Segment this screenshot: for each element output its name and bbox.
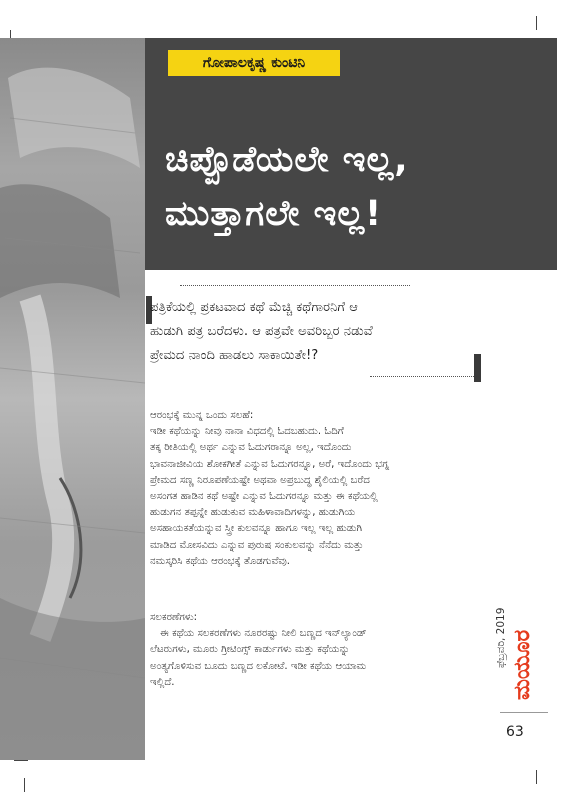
section-heading: ಸಲಕರಣೆಗಳು:: [150, 612, 198, 623]
pencil-sketch-illustration: [0, 38, 145, 760]
page-number: 63: [506, 724, 524, 740]
paragraph-line: ಅಂತ್ಯಗೊಳಿಸುವ ಬೂದು ಬಣ್ಣದ ಲಕೋಟೆ. ಇಡೀ ಕಥೆಯ ಆಯಾಮ: [150, 660, 367, 672]
intro-text: [150, 296, 465, 368]
section-materials: [150, 610, 480, 691]
intro-line: ಹುಡುಗಿ ಪತ್ರ ಬರೆದಳು. ಆ ಪತ್ರವೇ ಅವರಿಬ್ಬರ ನಡುವೆ: [150, 324, 373, 339]
paragraph-line: ಮಾಡಿದ ಮೋಸವಿದು ಎನ್ನುವ ಪುರುಷ ಸಂಕುಲವನ್ನು ನೆನೆದು ಮತ್ತು: [150, 539, 364, 551]
folio-rule: [500, 712, 548, 713]
paragraph-line: ಅಸಂಗತ ಹಾಡಿನ ಕಥೆ ಅಷ್ಟೇ ಎನ್ನುವ ಓದುಗರನ್ನೂ ಮತ್ತು ಈ ಕಥೆಯಲ್ಲಿ: [150, 491, 378, 503]
paragraph-line: ನಮಸ್ಕರಿಸಿ ಕಥೆಯ ಆರಂಭಕ್ಕೆ ತೊಡಗುವೆವು.: [150, 555, 290, 567]
intro-line: ಪತ್ರಿಕೆಯಲ್ಲಿ ಪ್ರಕಟವಾದ ಕಥೆ ಮೆಚ್ಚಿ ಕಥೆಗಾರನಿಗೆ ಆ: [150, 300, 358, 315]
paragraph-line: ಹುಡುಗನ ತಪ್ಪನ್ನೇ ಹುಡುಕುವ ಮಹಿಳಾವಾದಿಗಳನ್ನು, ಹುಡುಗಿಯ: [150, 507, 356, 519]
paragraph-line: ಇಲ್ಲಿದೆ.: [150, 676, 175, 688]
paragraph-line: ತಕ್ಕ ರೀತಿಯಲ್ಲಿ ಅರ್ಥ ಎನ್ನುವ ಓದುಗರಾನ್ನೂ ಅಲ್ಲ, ಇದೊಂದು: [150, 442, 352, 454]
intro-bottom-rule: [370, 376, 474, 377]
section-heading: ಆರಂಭಕ್ಕೆ ಮುನ್ನ ಒಂದು ಸಲಹೆ:: [150, 410, 254, 421]
crop-mark: [536, 16, 537, 30]
paragraph-line: ಪ್ರೇಮದ ಸಣ್ಣ ನಿರೂಪಣೆಯಷ್ಟೇ ಅಥವಾ ಅಪ್ರಬುದ್ಧ ಶೈಲಿಯಲ್ಲಿ ಬರೆದ: [150, 474, 370, 486]
paragraph-line: ಅಸಹಾಯಕತೆಯನ್ನುವ ಸ್ತ್ರೀ ಕುಲವನ್ನೂ ಹಾಗೂ ಇಲ್ಲ ಇಲ್ಲ ಹುಡುಗಿ: [150, 523, 363, 535]
crop-mark: [536, 770, 537, 784]
crop-mark: [24, 778, 25, 792]
intro-accent-bar: [474, 354, 481, 382]
author-tag: [168, 50, 340, 76]
issue-date: ಫೆಬ್ರವರಿ, 2019: [495, 607, 507, 668]
paragraph-line: ಈ ಕಥೆಯ ಸಲಕರಣೆಗಳು ನೂರರಷ್ಟು ನೀಲಿ ಬಣ್ಣದ ಇನ್‌ಲ್ಯಾಂಡ್: [160, 628, 367, 640]
crop-mark: [14, 760, 28, 761]
article-title-line-1: ಚಿಪ್ಪೊಡೆಯಲೇ ಇಲ್ಲ,: [165, 140, 409, 180]
author-name: ಗೋಪಾಲಕೃಷ್ಣ ಕುಂಟಿನಿ: [202, 55, 306, 71]
intro-top-rule: [180, 285, 410, 286]
intro-line: ಪ್ರೇಮದ ನಾಂದಿ ಹಾಡಲು ಸಾಕಾಯಿತೇ!?: [150, 348, 319, 363]
magazine-logo: ಮಯೂರ: [510, 629, 535, 700]
paragraph-line: ಇಡೀ ಕಥೆಯನ್ನು ನೀವು ನಾನಾ ವಿಧದಲ್ಲಿ ಓದಬಹುದು. ಓದಿಗೆ: [150, 426, 344, 438]
paragraph-line: ಭಾವನಾಜೀವಿಯ ಶೋಕಗೀತೆ ಎನ್ನುವ ಓದುಗರನ್ನೂ, ಅರೆ, ಇದೊಂದು ಭಗ್ನ: [150, 458, 390, 470]
article-title-line-2: ಮುತ್ತಾಗಲೇ ಇಲ್ಲ!: [165, 194, 383, 234]
paragraph-line: ಲೆಟರುಗಳು, ಮೂರು ಗ್ರೀಟಿಂಗ್ಸ್ ಕಾರ್ಡುಗಳು ಮತ್ತು ಕಥೆಯನ್ನು: [150, 644, 350, 656]
section-advice: [150, 408, 480, 570]
